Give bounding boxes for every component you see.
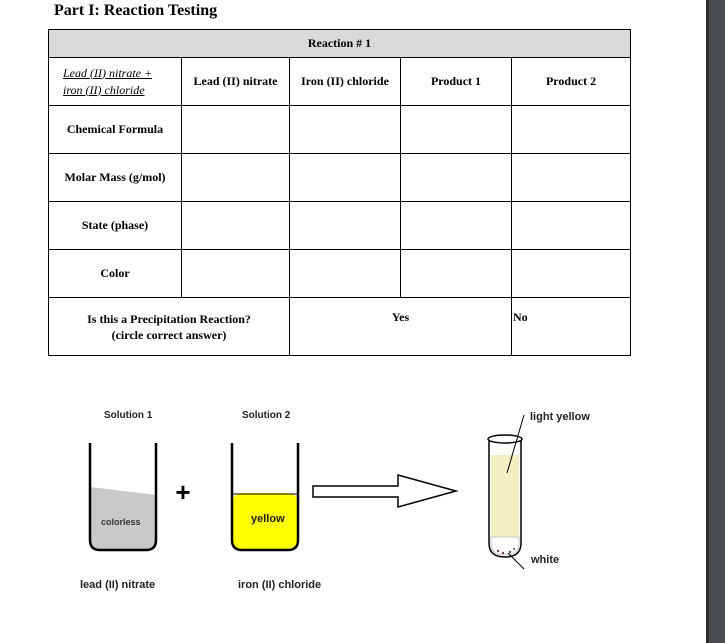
table-cell[interactable]: [401, 106, 512, 154]
table-header-row: [49, 58, 631, 106]
precipitation-question-line-2: (circle correct answer): [111, 327, 227, 342]
table-row: [49, 202, 631, 250]
white-pointer: [508, 553, 524, 569]
answer-no[interactable]: [512, 298, 631, 356]
table-cell[interactable]: [290, 202, 401, 250]
answer-yes[interactable]: Yes: [290, 298, 512, 356]
colorless-label: colorless: [101, 517, 141, 527]
table-row: [49, 106, 631, 154]
row-label: Chemical Formula: [49, 106, 182, 154]
precipitation-row: [49, 298, 631, 356]
solution-2-label: Solution 2: [242, 410, 291, 421]
plus-sign: +: [175, 477, 191, 507]
reaction-equation-cell: [49, 58, 182, 106]
table-cell[interactable]: [182, 202, 290, 250]
table-row: [49, 154, 631, 202]
table-cell[interactable]: [182, 250, 290, 298]
table-cell[interactable]: [290, 154, 401, 202]
row-label: State (phase): [49, 202, 182, 250]
test-tube: [488, 435, 522, 557]
table-cell[interactable]: [512, 250, 631, 298]
row-label: Color: [49, 250, 182, 298]
reaction-line-1: Lead (II) nitrate +: [63, 65, 153, 80]
reaction-diagram: [0, 395, 706, 615]
precipitation-question-line-1: Is this a Precipitation Reaction?: [87, 311, 251, 326]
column-header: Lead (II) nitrate: [182, 58, 290, 106]
light-yellow-note: light yellow: [530, 411, 590, 423]
table-cell[interactable]: [182, 106, 290, 154]
row-label: Molar Mass (g/mol): [49, 154, 182, 202]
table-cell[interactable]: [401, 202, 512, 250]
table-cell[interactable]: [512, 154, 631, 202]
table-row: [49, 250, 631, 298]
solution-1-label: Solution 1: [104, 410, 153, 421]
yellow-label: yellow: [251, 513, 285, 525]
white-precipitate: [491, 537, 519, 555]
column-header: Iron (II) chloride: [290, 58, 401, 106]
table-title-row: [49, 30, 631, 58]
table-cell[interactable]: [401, 154, 512, 202]
white-note: white: [531, 554, 560, 566]
reaction-table: [48, 29, 631, 356]
beaker-1: [90, 443, 156, 550]
page-edge: [706, 0, 709, 643]
reaction-title: Reaction # 1: [49, 30, 631, 58]
table-cell[interactable]: [290, 250, 401, 298]
reaction-arrow: [313, 475, 456, 507]
column-header: Product 1: [401, 58, 512, 106]
table-cell[interactable]: [401, 250, 512, 298]
lead-nitrate-name: lead (II) nitrate: [80, 579, 156, 591]
section-heading: Part I: Reaction Testing: [54, 2, 218, 19]
table-cell[interactable]: [290, 106, 401, 154]
precipitation-question: [49, 298, 290, 356]
iron-chloride-name: iron (II) chloride: [238, 579, 322, 591]
table-cell[interactable]: [512, 106, 631, 154]
table-cell[interactable]: [182, 154, 290, 202]
answer-no-label: No: [513, 310, 528, 324]
beaker-2: [232, 443, 298, 550]
reaction-line-2: iron (II) chloride: [63, 82, 145, 97]
table-cell[interactable]: [512, 202, 631, 250]
column-header: Product 2: [512, 58, 631, 106]
